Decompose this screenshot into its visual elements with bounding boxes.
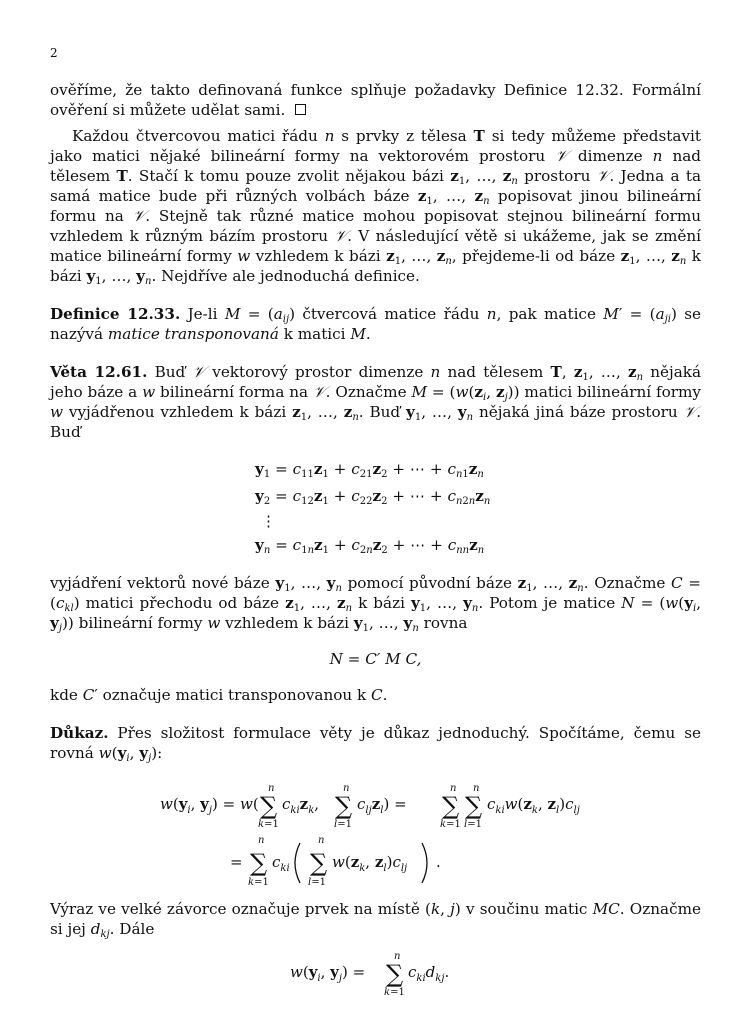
svg-text:n: n — [394, 951, 401, 962]
svg-text:l=1: l=1 — [334, 819, 352, 830]
qed-square-icon — [295, 104, 306, 115]
svg-text:ckidkj.: $c_{ki}d_{kj}$. — [408, 963, 450, 984]
paragraph-transition-matrix: vyjádření vektorů nové báze $y_1$, …, $y_n$ pomocí původní báze $z_1$, …, $z_n$. Označme $C = (c_{kl})$ matici přechodu od báze $z_1$, …, $z_n$ k bázi $y_1$, …, $y_n$. Potom je matice $N = (w(y_i$, $y_j$)) bilineární formy w vzhledem k bázi $y_1$, …, $y_n$ rovna — [50, 574, 702, 634]
equation-y1: $y_1 = c_{11}z_1 + c_{21}z_2$ + ⋯ + $c_{n1}z_n$ — [255, 460, 484, 480]
svg-text:w(yi, yj) =: $w(y_i$, $y_j$) = — [290, 963, 366, 984]
vertical-dots: ⋮ — [261, 512, 277, 530]
svg-text:ckizk,: $c_{ki}z_k$, — [282, 795, 320, 816]
svg-text:n: n — [268, 783, 275, 794]
svg-text:.: . — [436, 853, 441, 871]
svg-text:l=1: l=1 — [464, 819, 482, 830]
proof-paragraph: Důkaz. Přes složitost formulace věty je důkaz jednoduchý. Spočítáme, čemu se rovná $w(y_i$, $y_j$): — [50, 724, 702, 764]
svg-text:∑: ∑ — [335, 792, 353, 820]
basis-change-equations — [255, 456, 701, 559]
proof-sum-equation — [50, 781, 701, 889]
svg-text:w(yi, yj) = w(: $w(y_i$, $y_j) = w$( — [160, 795, 259, 816]
svg-text:n: n — [258, 835, 265, 846]
paragraph-matrix-forms: Každou čtvercovou matici řádu n s prvky z tělesa T si tedy můžeme představit jako matici nějaké bilineární formy na vektorovém prostoru 𝒱 dimenze n nad tělesem T. Stačí k tomu pouze zvolit nějakou bázi $z_1$, …, $z_n$ prostoru 𝒱. Jedna a ta samá matice bude při různých volbách báze $z_1$, …, $z_n$ popisovat jinou bilineární formu na 𝒱. Stejně tak různé matice mohou popisovat stejnou bilineární formu vzhledem k různým bázím prostoru 𝒱. V následující větě si ukážeme, jak se změní matice bilineární formy w vzhledem k bázi $z_1$, …, $z_n$, přejdeme-li od báze $z_1$, …, $z_n$ k bázi $y_1$, …, $y_n$. Nejdříve ale jednoduchá definice. — [50, 127, 702, 287]
equation-w-equals-sum-d — [50, 949, 701, 1009]
svg-text:∑: ∑ — [250, 849, 268, 877]
document-body — [50, 80, 701, 1009]
svg-text:n: n — [450, 783, 457, 794]
svg-text:∑: ∑ — [310, 849, 328, 877]
paragraph-ct-meaning: kde C′ označuje matici transponovanou k C. — [50, 686, 388, 704]
equation-n-equals-ctmc: N = C′ M C, — [329, 650, 422, 668]
svg-text:∑: ∑ — [442, 792, 460, 820]
svg-text:k=1: k=1 — [258, 819, 279, 830]
svg-text:l=1: l=1 — [308, 877, 326, 888]
theorem-12-61: Věta 12.61. Buď 𝒱 vektorový prostor dimenze n nad tělesem T, $z_1$, …, $z_n$ nějaká jeho báze a w bilineární forma na 𝒱. Označme $M = (w(z_i$, $z_j$)) matici bilineární formy w vyjádřenou vzhledem k bázi $z_1$, …, $z_n$. Buď $y_1$, …, $y_n$ nějaká jiná báze prostoru 𝒱. Buď — [50, 363, 702, 441]
definition-12-33: Definice 12.33. Je-li $M = (a_{ij})$ čtvercová matice řádu n, pak matice $M' = (a_{ji})$ se nazývá matice transponovaná k matici M. — [50, 305, 701, 343]
equation-yn: $y_n = c_{1n}z_1 + c_{2n}z_2$ + ⋯ + $c_{nn}z_n$ — [255, 536, 485, 556]
page-number: 2 — [50, 46, 58, 60]
svg-text:k=1: k=1 — [384, 987, 405, 998]
svg-text:cki: $c_{ki}$ — [272, 853, 290, 874]
paragraph-expression: Výraz ve velké závorce označuje prvek na místě (k, j) v součinu matic MC. Označme si jej $d_{kj}$. Dále — [50, 900, 701, 940]
svg-text:k=1: k=1 — [248, 877, 269, 888]
svg-text:n: n — [318, 835, 325, 846]
svg-text:=: = — [230, 853, 243, 871]
svg-text:∑: ∑ — [465, 792, 483, 820]
svg-text:n: n — [473, 783, 480, 794]
paragraph-intro: ověříme, že takto definovaná funkce splňuje požadavky Definice 12.32. Formální ověření si můžete udělat sami. — [50, 81, 701, 119]
svg-text:∑: ∑ — [386, 960, 404, 988]
svg-text:∑: ∑ — [260, 792, 278, 820]
svg-text:n: n — [343, 783, 350, 794]
svg-text:w(zk, zl)clj: $w(z_k$, $z_l)c_{lj}$ — [332, 853, 408, 874]
svg-text:ckiw(zk, zl)clj: $c_{ki}w(z_k$, $z_l)c_{lj}$ — [487, 795, 580, 816]
equation-y2: $y_2 = c_{12}z_1 + c_{22}z_2$ + ⋯ + $c_{n2n}z_n$ — [255, 487, 491, 507]
svg-text:cljzl) =: $c_{lj}z_l$) = — [357, 795, 407, 816]
svg-text:k=1: k=1 — [440, 819, 461, 830]
